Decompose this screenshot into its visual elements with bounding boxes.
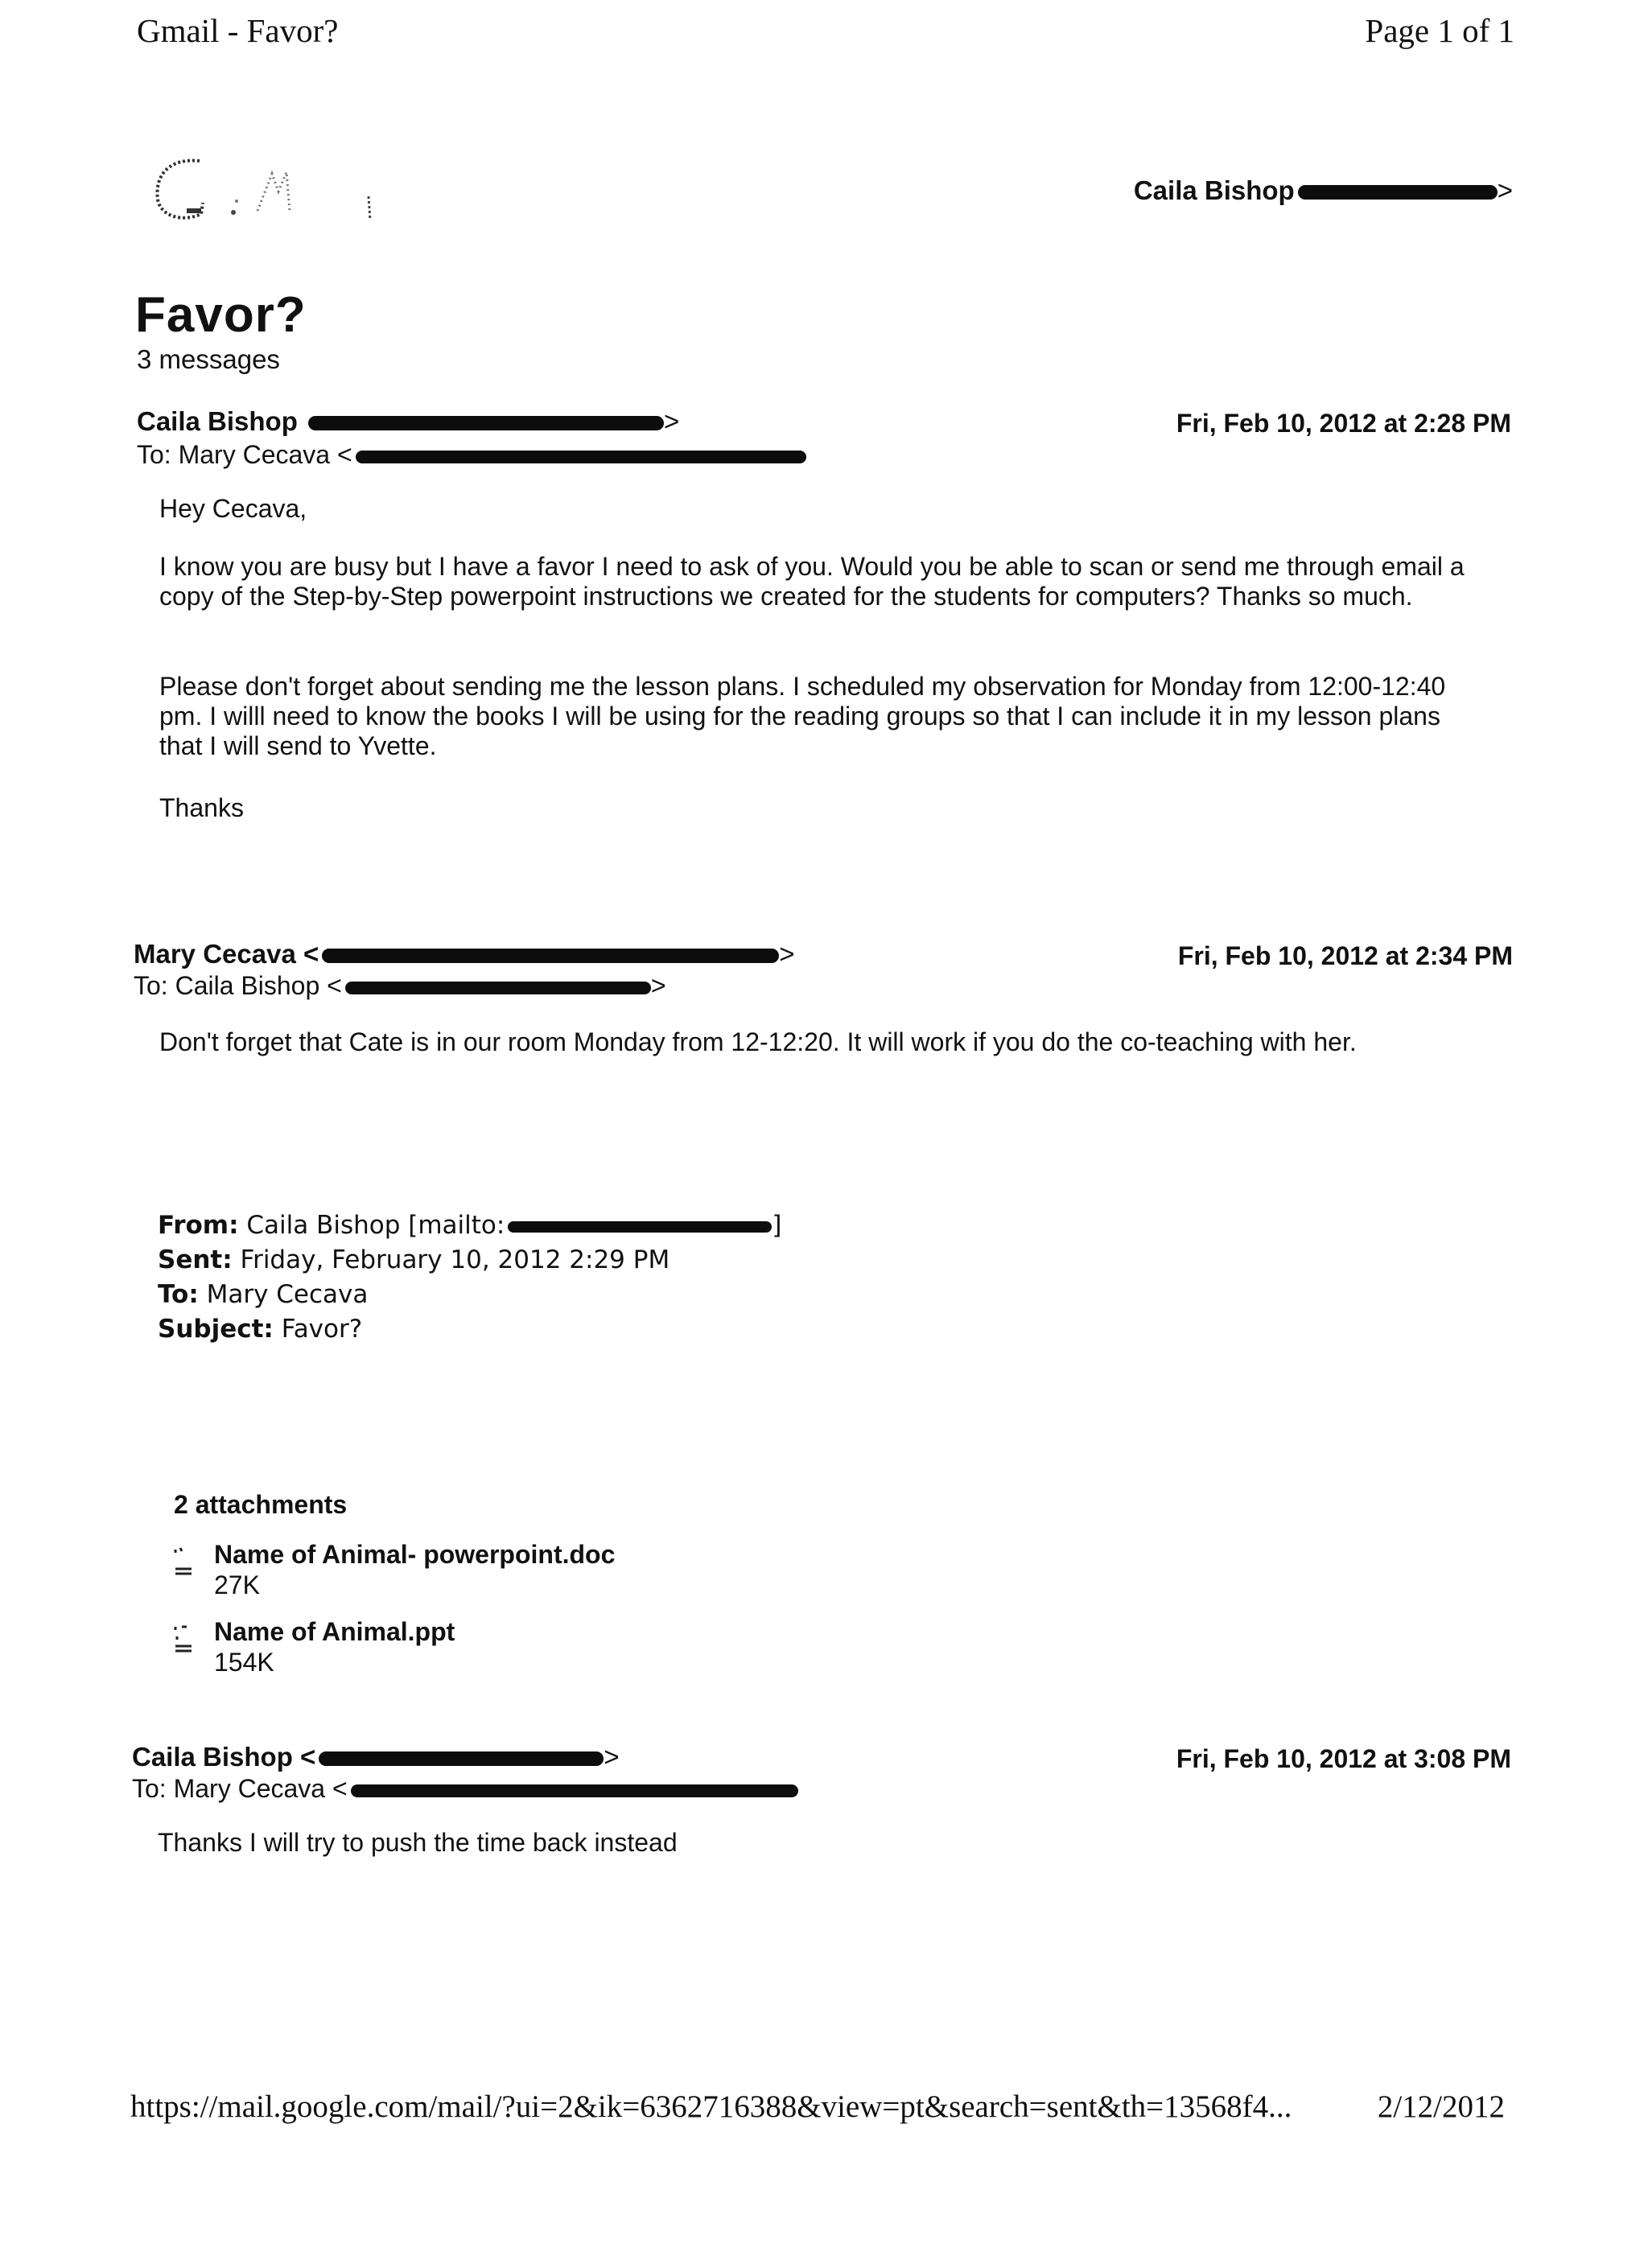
message-2-recipient: To: Caila Bishop < > bbox=[134, 971, 666, 1000]
quoted-header bbox=[158, 1208, 781, 1347]
account-name: Caila Bishop bbox=[1133, 175, 1295, 205]
redacted-email bbox=[319, 1751, 604, 1766]
quoted-to: To: Mary Cecava bbox=[158, 1280, 369, 1309]
message-1-greeting: Hey Cecava, bbox=[159, 494, 307, 523]
gmail-logo bbox=[137, 143, 386, 233]
redacted-email bbox=[322, 949, 779, 963]
message-1-recipient: To: Mary Cecava < bbox=[137, 440, 806, 470]
sender-name: Caila Bishop bbox=[137, 406, 298, 436]
message-1-paragraph: Please don't forget about sending me the lesson plans. I scheduled my observation for Monday from 12:00-12:40 pm. I willl need to know the books I will be using for the reading groups so that I can include it in my lesson plans that I will send to Yvette. bbox=[159, 672, 1446, 760]
recipient-label: To: Mary Cecava bbox=[137, 440, 331, 469]
message-1-paragraph: I know you are busy but I have a favor I need to ask of you. Would you be able to scan or send me through email a copy of the Step-by-Step powerpoint instructions we created for the students for computers? Thanks so much. bbox=[159, 552, 1465, 611]
attachment-name[interactable]: Name of Animal- powerpoint.doc bbox=[214, 1540, 616, 1569]
thread-subject: Favor? bbox=[135, 287, 307, 343]
attachment-size: 154K bbox=[214, 1648, 274, 1677]
print-header-title: Gmail - Favor? bbox=[137, 12, 339, 49]
sender-name: Mary Cecava bbox=[134, 939, 296, 969]
attachment-size: 27K bbox=[214, 1570, 260, 1599]
presentation-icon bbox=[172, 1622, 195, 1654]
message-1-date: Fri, Feb 10, 2012 at 2:28 PM bbox=[1176, 409, 1511, 438]
redacted-email bbox=[1298, 185, 1498, 200]
print-footer-date: 2/12/2012 bbox=[1377, 2089, 1505, 2124]
recipient-label: To: Mary Cecava bbox=[132, 1774, 326, 1803]
message-1-closing: Thanks bbox=[159, 793, 244, 822]
sender-name: Caila Bishop bbox=[132, 1742, 293, 1772]
message-3-body: Thanks I will try to push the time back instead bbox=[158, 1828, 678, 1857]
page-number: Page 1 of 1 bbox=[1365, 12, 1514, 49]
attachment-name[interactable]: Name of Animal.ppt bbox=[214, 1617, 455, 1646]
message-3-recipient: To: Mary Cecava < bbox=[132, 1774, 798, 1804]
message-3-date: Fri, Feb 10, 2012 at 3:08 PM bbox=[1176, 1744, 1511, 1773]
message-count: 3 messages bbox=[137, 344, 280, 374]
print-footer-url: https://mail.google.com/mail/?ui=2&ik=6362716388&view=pt&search=sent&th=13568f4... bbox=[130, 2089, 1292, 2124]
message-2-sender: Mary Cecava < > bbox=[134, 939, 795, 969]
document-icon bbox=[172, 1545, 195, 1577]
recipient-label: To: Caila Bishop bbox=[134, 971, 320, 1000]
quoted-sent: Sent: Friday, February 10, 2012 2:29 PM bbox=[158, 1245, 670, 1274]
redacted-email bbox=[351, 1784, 798, 1797]
redacted-email bbox=[345, 982, 651, 994]
message-1-sender: Caila Bishop > bbox=[137, 406, 680, 436]
message-3-sender: Caila Bishop < > bbox=[132, 1742, 620, 1772]
redacted-email bbox=[308, 416, 664, 430]
redacted-email bbox=[356, 451, 806, 463]
message-2-date: Fri, Feb 10, 2012 at 2:34 PM bbox=[1177, 941, 1513, 970]
account-header: Caila Bishop > bbox=[1133, 175, 1513, 205]
quoted-subject: Subject: Favor? bbox=[158, 1315, 363, 1344]
redacted-email bbox=[508, 1221, 772, 1233]
attachments-title: 2 attachments bbox=[174, 1490, 348, 1519]
quoted-from: From: Caila Bishop [mailto: ] bbox=[158, 1211, 782, 1240]
message-2-body: Don't forget that Cate is in our room Monday from 12-12:20. It will work if you do the co-teaching with her. bbox=[159, 1027, 1357, 1056]
